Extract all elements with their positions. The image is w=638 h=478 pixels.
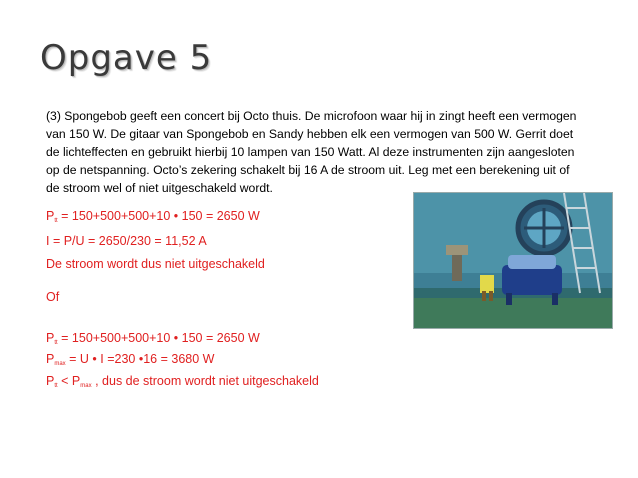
power-subscript: max xyxy=(80,383,92,389)
slide-title: Opgave 5 xyxy=(40,38,213,78)
cartoon-bedroom-scene-image xyxy=(413,192,613,329)
power-subscript: tt xyxy=(54,383,58,389)
solution-line-conclusion: De stroom wordt dus niet uitgeschakeld xyxy=(46,257,265,271)
solution-line-current: I = P/U = 2650/230 = 11,52 A xyxy=(46,234,207,248)
solution-line-ptotal-alt xyxy=(46,331,260,346)
power-symbol: P xyxy=(46,352,55,366)
power-subscript: tt xyxy=(54,218,58,224)
power-symbol: P xyxy=(46,374,55,388)
pmax-calculation: = U • I =230 •16 = 3680 W xyxy=(65,352,215,366)
power-subscript: max xyxy=(54,361,66,367)
solution-line-comparison xyxy=(46,374,319,389)
solution-or: Of xyxy=(46,290,60,304)
cartoon-scene-drawing xyxy=(414,193,612,328)
solution-line-pmax xyxy=(46,352,214,367)
comparison-conclusion: , dus de stroom wordt niet uitgeschakeld xyxy=(91,374,319,388)
power-subscript: tt xyxy=(54,340,58,346)
power-calculation: = 150+500+500+10 • 150 = 2650 W xyxy=(57,209,260,223)
power-calculation: = 150+500+500+10 • 150 = 2650 W xyxy=(57,331,260,345)
solution-line-ptotal xyxy=(46,209,260,224)
power-symbol: P xyxy=(46,209,55,223)
power-symbol: P xyxy=(46,331,55,345)
comparison-operator: < P xyxy=(57,374,81,388)
problem-text: (3) Spongebob geeft een concert bij Octo thuis. De microfoon waar hij in zingt heeft een vermogen van 150 W. De gitaar van Spongebob en Sandy hebben elk een vermogen van 500 W. Gerrit doet de lichteffecten en gebruikt hierbij 10 lampen van 150 Watt. Al deze instrumenten zijn aangesloten op de netspanning. Octo’s zekering schakelt bij 16 A de stroom uit. Leg met een berekening uit of de stroom wel of niet uitgeschakeld wordt. xyxy=(46,109,577,195)
